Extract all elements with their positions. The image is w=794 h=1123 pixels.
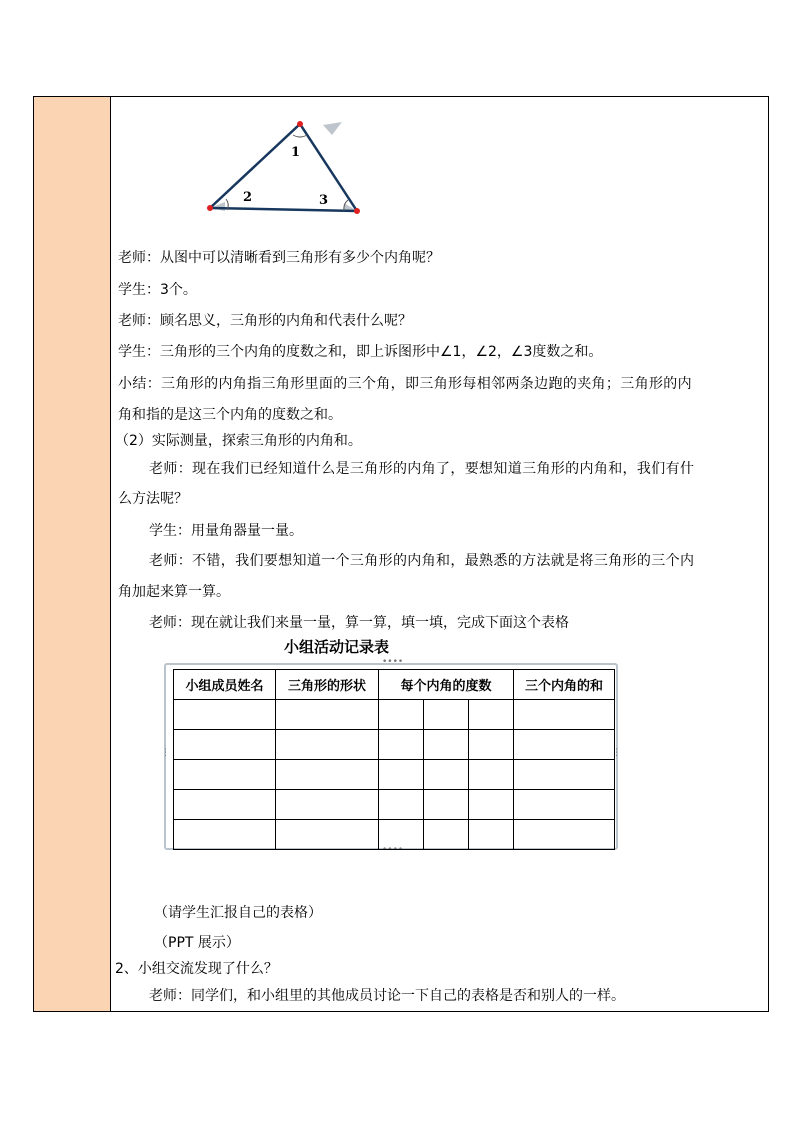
paragraph: 角加起来算一算。 [118, 584, 230, 600]
resize-handle-top[interactable]: •••• [382, 657, 404, 667]
paragraph: 老师：顾名思义，三角形的内角和代表什么呢？ [118, 313, 412, 329]
table-cell[interactable] [514, 760, 615, 790]
paragraph: 角和指的是这三个内角的度数之和。 [118, 407, 342, 423]
lesson-plan-frame [33, 96, 769, 1012]
paragraph: 老师：不错，我们要想知道一个三角形的内角和，最熟悉的方法就是将三角形的三个内 [149, 553, 695, 569]
table-cell[interactable] [276, 790, 379, 820]
table-row [174, 730, 615, 760]
table-cell[interactable] [276, 730, 379, 760]
paragraph: 老师：现在我们已经知道什么是三角形的内角了，要想知道三角形的内角和，我们有什 [149, 461, 695, 477]
table-cell[interactable] [379, 820, 424, 850]
table-row [174, 790, 615, 820]
table-header-row [174, 670, 615, 700]
left-column [34, 97, 111, 1011]
table-title: 小组活动记录表 [284, 638, 390, 656]
table-row [174, 820, 615, 850]
triangle-diagram [207, 119, 367, 219]
table-cell[interactable] [174, 700, 276, 730]
table-row [174, 700, 615, 730]
paragraph: 学生：用量角器量一量。 [149, 523, 303, 539]
table-cell[interactable] [514, 820, 615, 850]
table-cell[interactable] [379, 730, 424, 760]
paragraph: 2、小组交流发现了什么？ [115, 961, 278, 977]
table-cell[interactable] [276, 820, 379, 850]
table-cell[interactable] [379, 760, 424, 790]
header-triangle-shape: 三角形的形状 [276, 670, 379, 700]
angle-label-2: 2 [243, 190, 253, 205]
paragraph: 学生：3个。 [118, 282, 197, 298]
table-row [174, 760, 615, 790]
paragraph: 小结：三角形的内角指三角形里面的三个角，即三角形每相邻两条边跑的夹角；三角形的内 [118, 376, 692, 392]
vertex-left [207, 205, 213, 211]
table-cell[interactable] [379, 700, 424, 730]
table-cell[interactable] [174, 820, 276, 850]
table-cell[interactable] [276, 700, 379, 730]
table-cell[interactable] [514, 730, 615, 760]
triangle-side-bottom [210, 208, 357, 211]
table-cell[interactable] [174, 730, 276, 760]
resize-handle-left[interactable]: ⋮ [161, 748, 170, 758]
table-cell[interactable] [424, 700, 469, 730]
table-cell[interactable] [379, 790, 424, 820]
record-table [173, 669, 615, 850]
vertex-top [297, 121, 303, 127]
triangle-side-right [300, 124, 357, 211]
paragraph: （请学生汇报自己的表格） [154, 905, 322, 921]
table-cell[interactable] [514, 700, 615, 730]
content-cell [112, 97, 768, 1011]
table-cell[interactable] [469, 700, 514, 730]
table-cell[interactable] [424, 790, 469, 820]
paragraph: 老师：从图中可以清晰看到三角形有多少个内角呢？ [118, 250, 440, 266]
paragraph: （2）实际测量，探索三角形的内角和。 [115, 433, 362, 449]
table-cell[interactable] [276, 760, 379, 790]
table-cell[interactable] [469, 730, 514, 760]
record-table-frame [161, 657, 621, 855]
table-cell[interactable] [469, 820, 514, 850]
paragraph: （PPT 展示） [154, 935, 240, 951]
angle-1-arc [293, 135, 307, 137]
table-cell[interactable] [469, 790, 514, 820]
angle-label-1: 1 [291, 145, 301, 160]
paragraph: 么方法呢？ [118, 491, 188, 507]
header-member-name: 小组成员姓名 [174, 670, 276, 700]
paragraph: 老师：现在就让我们来量一量，算一算，填一填，完成下面这个表格 [149, 615, 569, 631]
table-cell[interactable] [174, 790, 276, 820]
angle-1-shade [323, 122, 342, 135]
paragraph: 老师：同学们，和小组里的其他成员讨论一下自己的表格是否和别人的一样。 [149, 988, 625, 1004]
paragraph: 学生：三角形的三个内角的度数之和，即上诉图形中∠1，∠2，∠3度数之和。 [118, 344, 603, 360]
table-cell[interactable] [424, 760, 469, 790]
vertex-right [354, 208, 360, 214]
table-cell[interactable] [469, 760, 514, 790]
table-cell[interactable] [514, 790, 615, 820]
resize-handle-bottom[interactable]: •••• [382, 845, 404, 855]
header-angle-degrees: 每个内角的度数 [379, 670, 514, 700]
angle-label-3: 3 [319, 193, 329, 208]
resize-handle-right[interactable]: ⋮ [612, 748, 621, 758]
header-angle-sum: 三个内角的和 [514, 670, 615, 700]
triangle-side-left [210, 124, 300, 208]
table-cell[interactable] [424, 730, 469, 760]
table-cell[interactable] [424, 820, 469, 850]
table-cell[interactable] [174, 760, 276, 790]
